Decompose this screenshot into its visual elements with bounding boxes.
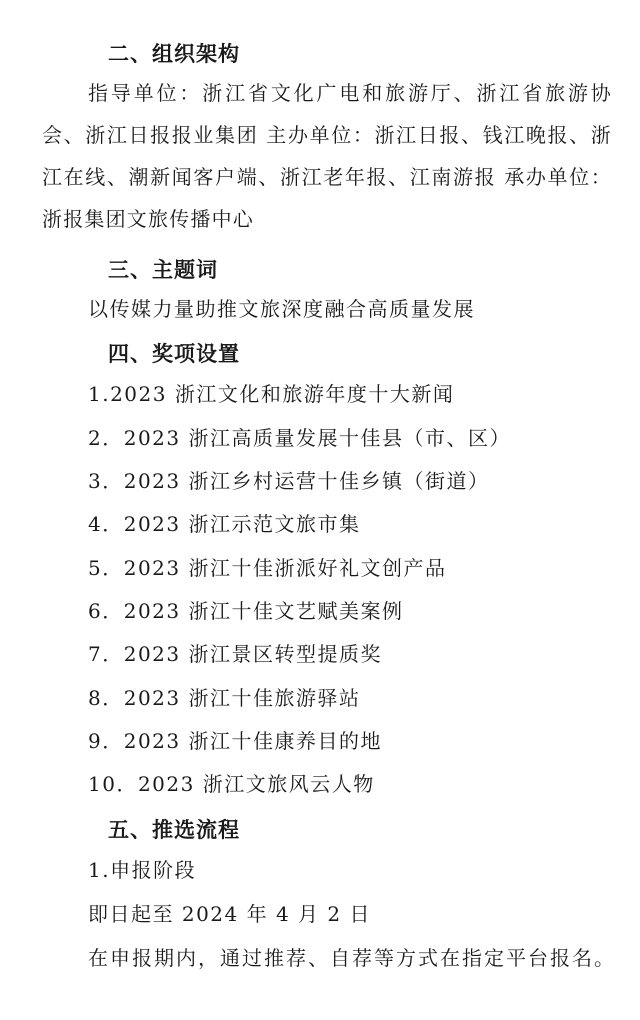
award-item: 9．2023 浙江十佳康养目的地	[88, 729, 382, 753]
section-heading-awards: 四、奖项设置	[108, 342, 240, 366]
organization-paragraph: 指导单位：浙江省文化广电和旅游厅、浙江省旅游协会、浙江日报报业集团 主办单位：浙江日报、钱江晚报、浙江在线、潮新闻客户端、浙江老年报、江南游报 承办单位：浙报集团文旅传播中心	[42, 81, 612, 231]
award-item: 2．2023 浙江高质量发展十佳县（市、区）	[88, 426, 511, 450]
section-heading-process: 五、推选流程	[108, 818, 240, 842]
award-item: 6．2023 浙江十佳文艺赋美案例	[88, 599, 404, 623]
award-item: 8．2023 浙江十佳旅游驿站	[88, 686, 361, 710]
process-text: 在申报期内，通过推荐、自荐等方式在指定平台报名。	[88, 946, 616, 970]
section-heading-theme: 三、主题词	[108, 258, 218, 282]
process-stage: 1.申报阶段	[88, 858, 197, 882]
award-item: 10．2023 浙江文旅风云人物	[88, 772, 375, 796]
award-item: 1.2023 浙江文化和旅游年度十大新闻	[88, 382, 455, 406]
theme-text: 以传媒力量助推文旅深度融合高质量发展	[88, 297, 475, 321]
award-item: 5．2023 浙江十佳浙派好礼文创产品	[88, 556, 447, 580]
award-item: 3．2023 浙江乡村运营十佳乡镇（街道）	[88, 469, 490, 493]
award-item: 7．2023 浙江景区转型提质奖	[88, 642, 382, 666]
section-heading-organization: 二、组织架构	[108, 42, 240, 66]
process-date: 即日起至 2024 年 4 月 2 日	[88, 902, 371, 926]
award-item: 4．2023 浙江示范文旅市集	[88, 512, 361, 536]
